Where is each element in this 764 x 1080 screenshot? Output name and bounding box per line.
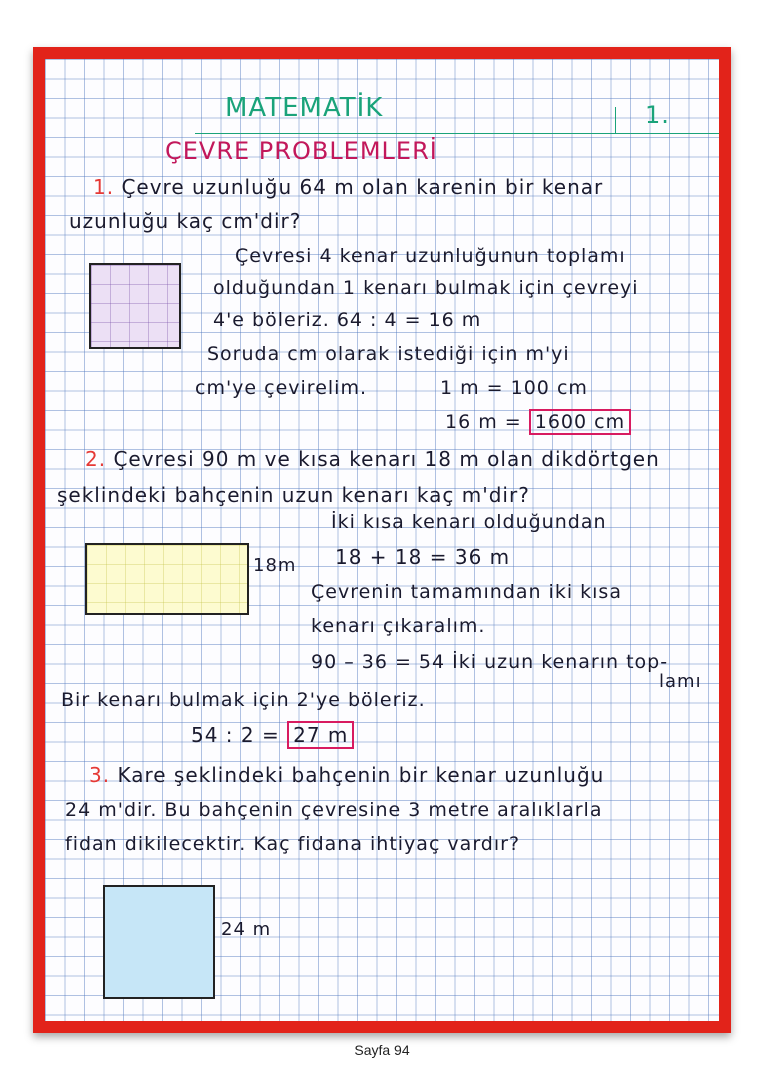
problem1-solution-line2: olduğundan 1 kenarı bulmak için çevreyi bbox=[213, 277, 639, 299]
problem2-solution-line5: 90 – 36 = 54 İki uzun kenarın top- bbox=[311, 651, 669, 673]
page-title: ÇEVRE PROBLEMLERİ bbox=[165, 137, 438, 165]
header-underline bbox=[195, 133, 719, 134]
problem1-solution-line4: Soruda cm olarak istediği için m'yi bbox=[207, 343, 570, 365]
problem1-answer: 1600 cm bbox=[529, 409, 631, 435]
problem3-question-line1: 3. Kare şeklindeki bahçenin bir kenar uzunluğu bbox=[89, 763, 605, 787]
square-diagram bbox=[89, 263, 181, 349]
subject-heading: MATEMATİK bbox=[225, 93, 384, 123]
problem3-number: 3. bbox=[89, 763, 111, 787]
problem1-solution-line6: 16 m = 1600 cm bbox=[445, 411, 631, 433]
problem2-answer: 27 m bbox=[287, 721, 354, 749]
rectangle-diagram bbox=[85, 543, 249, 615]
problem1-question-line2: uzunluğu kaç cm'dir? bbox=[69, 209, 302, 233]
problem2-side-label: 18m bbox=[253, 555, 297, 576]
problem2-solution-line5-cont: lamı bbox=[659, 671, 702, 692]
problem2-solution-line3: Çevrenin tamamından iki kısa bbox=[311, 581, 622, 603]
problem2-solution-line2: 18 + 18 = 36 m bbox=[335, 545, 511, 569]
header-divider bbox=[615, 107, 616, 133]
red-frame bbox=[33, 47, 731, 1033]
problem1-number: 1. bbox=[93, 175, 115, 199]
problem1-solution-line3: 4'e böleriz. 64 : 4 = 16 m bbox=[213, 309, 482, 331]
problem2-solution-line6: Bir kenarı bulmak için 2'ye böleriz. bbox=[61, 689, 426, 711]
page-number-label: 1. bbox=[645, 101, 670, 129]
problem3-question-line3: fidan dikilecektir. Kaç fidana ihtiyaç vardır? bbox=[65, 833, 521, 855]
problem2-question-line1: 2. Çevresi 90 m ve kısa kenarı 18 m olan dikdörtgen bbox=[85, 447, 660, 471]
problem1-solution-line5a: cm'ye çevirelim. bbox=[195, 377, 367, 399]
problem2-number: 2. bbox=[85, 447, 107, 471]
square-garden-diagram bbox=[103, 885, 215, 999]
problem2-question-line2: şeklindeki bahçenin uzun kenarı kaç m'dir? bbox=[57, 483, 530, 507]
problem1-solution-line1: Çevresi 4 kenar uzunluğunun toplamı bbox=[235, 245, 626, 267]
problem3-question-line2: 24 m'dir. Bu bahçenin çevresine 3 metre aralıklarla bbox=[65, 799, 603, 821]
page-footer: Sayfa 94 bbox=[354, 1042, 410, 1058]
grid-paper bbox=[45, 59, 719, 1021]
problem1-solution-line5b: 1 m = 100 cm bbox=[440, 377, 588, 399]
problem2-solution-line4: kenarı çıkaralım. bbox=[311, 615, 486, 637]
problem1-question-line1: 1. Çevre uzunluğu 64 m olan karenin bir kenar bbox=[93, 175, 604, 199]
problem2-solution-line1: İki kısa kenarı olduğundan bbox=[331, 511, 607, 533]
problem3-side-label: 24 m bbox=[221, 919, 272, 940]
problem2-solution-line7: 54 : 2 = 27 m bbox=[191, 723, 354, 747]
